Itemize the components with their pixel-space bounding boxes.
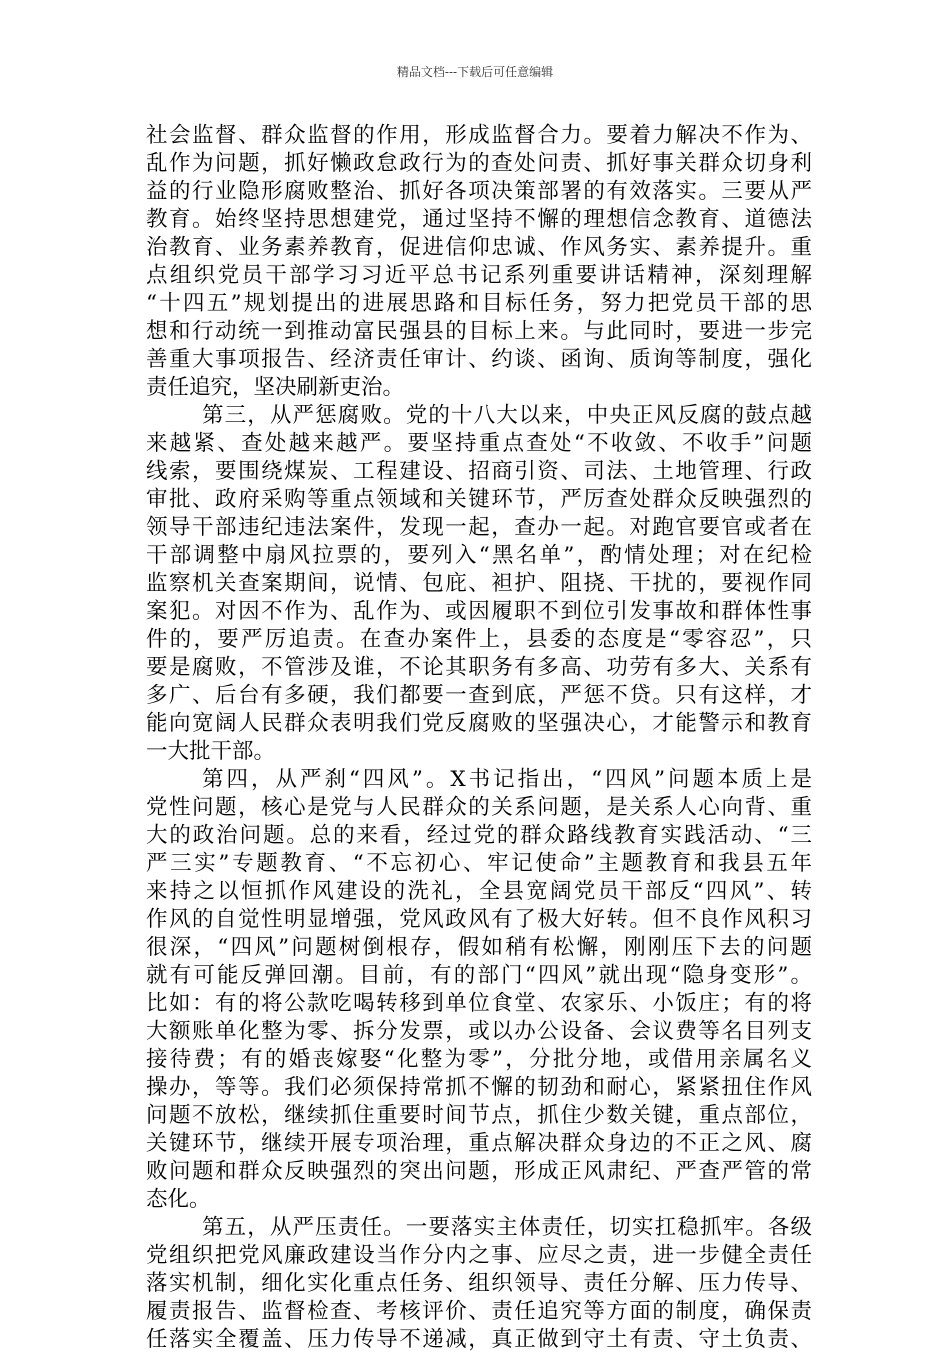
text-line: 善重大事项报告、经济责任审计、约谈、函询、质询等制度，强化 xyxy=(146,347,812,372)
paragraph xyxy=(146,1214,812,1354)
text-line: 干部调整中扇风拉票的，要列入“黑名单”，酌情处理；对在纪检 xyxy=(146,543,812,568)
text-line: 来持之以恒抓作风建设的洗礼，全县宽阔党员干部反“四风”、转 xyxy=(146,879,812,904)
text-line: 党性问题，核心是党与人民群众的关系问题，是关系人心向背、重 xyxy=(146,795,812,820)
text-line: 审批、政府采购等重点领域和关键环节，严厉查处群众反映强烈的 xyxy=(146,487,812,512)
text-line: 大额账单化整为零、拆分发票，或以办公设备、会议费等名目列支 xyxy=(146,1019,812,1044)
text-line: 责任追究，坚决刷新吏治。 xyxy=(146,375,405,400)
text-line: 领导干部违纪违法案件，发现一起，查办一起。对跑官要官或者在 xyxy=(146,515,812,540)
text-line: 很深，“四风”问题树倒根存，假如稍有松懈，刚刚压下去的问题 xyxy=(146,935,812,960)
text-line: 教育。始终坚持思想建党，通过坚持不懈的理想信念教育、道德法 xyxy=(146,207,812,232)
page-header: 精品文档---下载后可任意编辑 xyxy=(396,65,554,79)
text-line: 乱作为问题，抓好懒政怠政行为的查处问责、抓好事关群众切身利 xyxy=(146,151,812,176)
text-line: 接待费；有的婚丧嫁娶“化整为零”，分批分地，或借用亲属名义 xyxy=(146,1047,812,1072)
text-line: 就有可能反弹回潮。目前，有的部门“四风”就出现“隐身变形”。 xyxy=(146,963,812,988)
paragraph xyxy=(146,122,812,402)
text-line: 第四，从严刹“四风”。X书记指出，“四风”问题本质上是 xyxy=(202,767,812,792)
text-line: 比如：有的将公款吃喝转移到单位食堂、农家乐、小饭庄；有的将 xyxy=(146,991,812,1016)
paragraph xyxy=(146,402,812,766)
text-line: 第三，从严惩腐败。党的十八大以来，中央正风反腐的鼓点越 xyxy=(202,403,812,428)
text-line: 能向宽阔人民群众表明我们党反腐败的坚强决心，才能警示和教育 xyxy=(146,711,812,736)
text-line: 案犯。对因不作为、乱作为、或因履职不到位引发事故和群体性事 xyxy=(146,599,812,624)
text-line: 线索，要围绕煤炭、工程建设、招商引资、司法、土地管理、行政 xyxy=(146,459,812,484)
text-line: 态化。 xyxy=(146,1187,211,1212)
text-line: 大的政治问题。总的来看，经过党的群众路线教育实践活动、“三 xyxy=(146,823,812,848)
text-line: 监察机关查案期间，说情、包庇、袒护、阻挠、干扰的，要视作同 xyxy=(146,571,812,596)
text-line: “十四五”规划提出的进展思路和目标任务，努力把党员干部的思 xyxy=(146,291,812,316)
text-line: 任落实全覆盖、压力传导不递减，真正做到守土有责、守土负责、 xyxy=(146,1327,812,1352)
text-line: 败问题和群众反映强烈的突出问题，形成正风肃纪、严查严管的常 xyxy=(146,1159,812,1184)
text-line: 来越紧、查处越来越严。要坚持重点查处“不收敛、不收手”问题 xyxy=(146,431,812,456)
text-line: 关键环节，继续开展专项治理，重点解决群众身边的不正之风、腐 xyxy=(146,1131,812,1156)
text-line: 问题不放松，继续抓住重要时间节点，抓住少数关键，重点部位， xyxy=(146,1103,812,1128)
text-line: 要是腐败，不管涉及谁，不论其职务有多高、功劳有多大、关系有 xyxy=(146,655,812,680)
text-line: 作风的自觉性明显增强，党风政风有了极大好转。但不良作风积习 xyxy=(146,907,812,932)
text-line: 治教育、业务素养教育，促进信仰忠诚、作风务实、素养提升。重 xyxy=(146,235,812,260)
text-line: 社会监督、群众监督的作用，形成监督合力。要着力解决不作为、 xyxy=(146,123,812,148)
text-line: 益的行业隐形腐败整治、抓好各项决策部署的有效落实。三要从严 xyxy=(146,179,812,204)
text-line: 想和行动统一到推动富民强县的目标上来。与此同时，要进一步完 xyxy=(146,319,812,344)
text-line: 党组织把党风廉政建设当作分内之事、应尽之责，进一步健全责任 xyxy=(146,1243,812,1268)
text-line: 件的，要严厉追责。在查办案件上，县委的态度是“零容忍”，只 xyxy=(146,627,812,652)
text-line: 落实机制，细化实化重点任务、组织领导、责任分解、压力传导、 xyxy=(146,1271,812,1296)
text-line: 操办，等等。我们必须保持常抓不懈的韧劲和耐心，紧紧扭住作风 xyxy=(146,1075,812,1100)
text-line: 履责报告、监督检查、考核评价、责任追究等方面的制度，确保责 xyxy=(146,1299,812,1324)
text-line: 一大批干部。 xyxy=(146,739,276,764)
text-line: 严三实”专题教育、“不忘初心、牢记使命”主题教育和我县五年 xyxy=(146,851,812,876)
text-line: 第五，从严压责任。一要落实主体责任，切实扛稳抓牢。各级 xyxy=(202,1215,812,1240)
text-line: 多广、后台有多硬，我们都要一查到底，严惩不贷。只有这样，才 xyxy=(146,683,812,708)
text-line: 点组织党员干部学习习近平总书记系列重要讲话精神，深刻理解 xyxy=(146,263,812,288)
paragraph xyxy=(146,766,812,1214)
document-body xyxy=(146,122,812,1354)
